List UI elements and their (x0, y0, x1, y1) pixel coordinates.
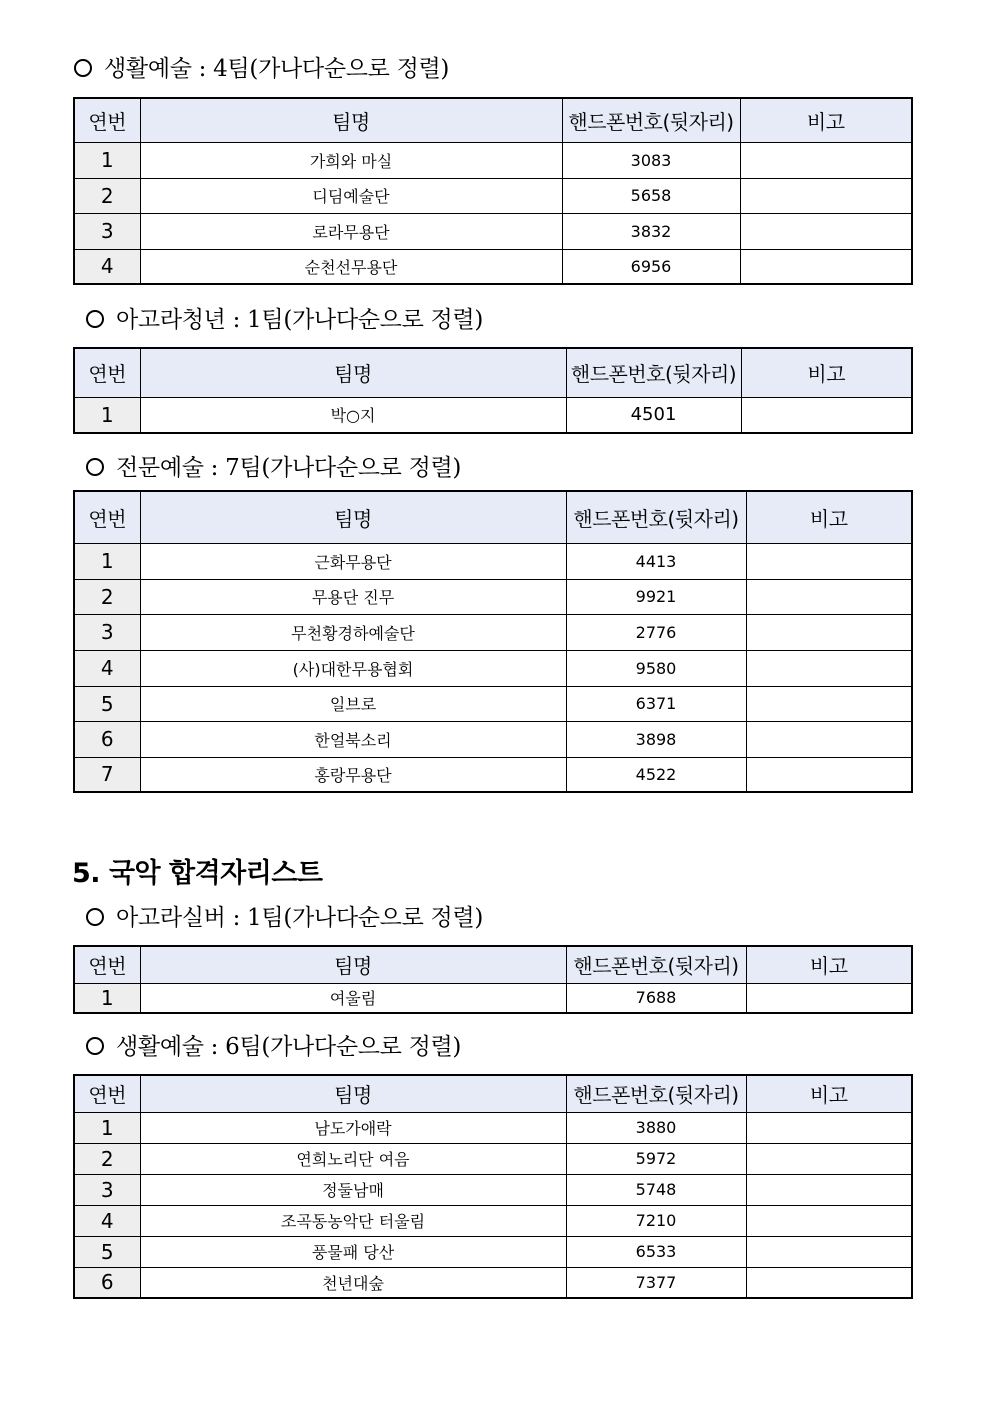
table-row (74, 579, 912, 614)
row-number: 6 (74, 1267, 140, 1298)
circle-bullet-icon (74, 59, 92, 77)
phone-suffix: 3083 (562, 142, 740, 178)
table-header-row (74, 1075, 912, 1112)
note-cell (746, 1174, 912, 1205)
table-row (74, 1236, 912, 1267)
row-number: 2 (74, 579, 140, 614)
phone-suffix: 3898 (566, 721, 746, 757)
note-cell (740, 249, 912, 284)
note-cell (746, 579, 912, 614)
col-header-phone: 핸드폰번호(뒷자리) (566, 491, 746, 543)
block-heading-text: 생활예술 : 6팀(가나다순으로 정렬) (116, 1034, 462, 1060)
col-header-number: 연번 (74, 348, 140, 397)
team-name: (사)대한무용협회 (140, 650, 566, 686)
phone-suffix: 7210 (566, 1205, 746, 1236)
table-row (74, 249, 912, 284)
col-header-team-name: 팀명 (140, 946, 566, 983)
circle-bullet-icon (86, 1037, 104, 1055)
team-name: 홍랑무용단 (140, 757, 566, 792)
table-header-row (74, 491, 912, 543)
phone-suffix: 5972 (566, 1143, 746, 1174)
team-name: 정둘남매 (140, 1174, 566, 1205)
table-row (74, 142, 912, 178)
row-number: 4 (74, 249, 140, 284)
team-name: 일브로 (140, 686, 566, 721)
circle-bullet-icon (86, 458, 104, 476)
note-cell (746, 686, 912, 721)
table-row (74, 1112, 912, 1143)
col-header-note: 비고 (746, 1075, 912, 1112)
col-header-team-name: 팀명 (140, 1075, 566, 1112)
phone-suffix: 7377 (566, 1267, 746, 1298)
row-number: 7 (74, 757, 140, 792)
note-cell (746, 1205, 912, 1236)
note-cell (740, 213, 912, 249)
note-cell (740, 142, 912, 178)
team-table (73, 97, 913, 285)
team-name: 풍물패 당산 (140, 1236, 566, 1267)
block-heading-text: 아고라실버 : 1팀(가나다순으로 정렬) (116, 905, 484, 931)
table-header-row (74, 98, 912, 142)
table-header-row (74, 348, 912, 397)
phone-suffix: 5748 (566, 1174, 746, 1205)
block-heading-text: 아고라청년 : 1팀(가나다순으로 정렬) (116, 307, 484, 333)
table-row (74, 1143, 912, 1174)
circle-bullet-icon (86, 310, 104, 328)
col-header-team-name: 팀명 (140, 491, 566, 543)
col-header-number: 연번 (74, 98, 140, 142)
phone-suffix: 4522 (566, 757, 746, 792)
team-table (73, 945, 913, 1014)
table-row (74, 543, 912, 579)
note-cell (746, 1236, 912, 1267)
section-title: 5. 국악 합격자리스트 (72, 858, 323, 889)
row-number: 6 (74, 721, 140, 757)
phone-suffix: 5658 (562, 178, 740, 213)
row-number: 1 (74, 543, 140, 579)
note-cell (746, 721, 912, 757)
col-header-note: 비고 (740, 98, 912, 142)
block-heading (86, 449, 461, 482)
phone-suffix: 3880 (566, 1112, 746, 1143)
col-header-team-name: 팀명 (140, 348, 566, 397)
table-row (74, 650, 912, 686)
team-name: 여울림 (140, 983, 566, 1013)
phone-suffix: 7688 (566, 983, 746, 1013)
col-header-phone: 핸드폰번호(뒷자리) (566, 946, 746, 983)
team-name: 한얼북소리 (140, 721, 566, 757)
phone-suffix: 6371 (566, 686, 746, 721)
phone-suffix: 6533 (566, 1236, 746, 1267)
team-name: 천년대숲 (140, 1267, 566, 1298)
table-row (74, 213, 912, 249)
col-header-number: 연번 (74, 1075, 140, 1112)
block-heading (86, 1028, 461, 1061)
col-header-phone: 핸드폰번호(뒷자리) (562, 98, 740, 142)
table-header-row (74, 946, 912, 983)
team-name: 무용단 진무 (140, 579, 566, 614)
row-number: 4 (74, 1205, 140, 1236)
table-row (74, 983, 912, 1013)
block-heading-text: 전문예술 : 7팀(가나다순으로 정렬) (116, 455, 462, 481)
block-heading (86, 301, 483, 334)
row-number: 3 (74, 213, 140, 249)
block-heading (86, 899, 483, 932)
note-cell (746, 614, 912, 650)
table-row (74, 1174, 912, 1205)
note-cell (741, 397, 912, 433)
row-number: 4 (74, 650, 140, 686)
note-cell (746, 1112, 912, 1143)
table-row (74, 1267, 912, 1298)
row-number: 2 (74, 1143, 140, 1174)
phone-suffix: 3832 (562, 213, 740, 249)
row-number: 3 (74, 1174, 140, 1205)
table-row (74, 757, 912, 792)
team-name: 로라무용단 (140, 213, 562, 249)
phone-suffix: 9580 (566, 650, 746, 686)
table-row (74, 614, 912, 650)
table-row (74, 397, 912, 433)
table-row (74, 721, 912, 757)
row-number: 3 (74, 614, 140, 650)
team-table (73, 347, 913, 434)
team-name: 근화무용단 (140, 543, 566, 579)
row-number: 1 (74, 983, 140, 1013)
team-name: 박○지 (140, 397, 566, 433)
table-row (74, 686, 912, 721)
note-cell (746, 1143, 912, 1174)
row-number: 2 (74, 178, 140, 213)
phone-suffix: 6956 (562, 249, 740, 284)
table-row (74, 1205, 912, 1236)
phone-suffix: 4501 (566, 397, 741, 433)
row-number: 1 (74, 1112, 140, 1143)
team-name: 조곡동농악단 터울림 (140, 1205, 566, 1236)
col-header-phone: 핸드폰번호(뒷자리) (566, 348, 741, 397)
phone-suffix: 2776 (566, 614, 746, 650)
note-cell (746, 543, 912, 579)
phone-suffix: 9921 (566, 579, 746, 614)
col-header-number: 연번 (74, 491, 140, 543)
table-row (74, 178, 912, 213)
circle-bullet-icon (86, 908, 104, 926)
team-name: 무천황경하예술단 (140, 614, 566, 650)
col-header-team-name: 팀명 (140, 98, 562, 142)
note-cell (746, 757, 912, 792)
team-name: 디딤예술단 (140, 178, 562, 213)
row-number: 1 (74, 142, 140, 178)
team-name: 순천선무용단 (140, 249, 562, 284)
block-heading-text: 생활예술 : 4팀(가나다순으로 정렬) (104, 56, 450, 82)
team-name: 가희와 마실 (140, 142, 562, 178)
block-heading (74, 50, 449, 83)
team-name: 남도가애락 (140, 1112, 566, 1143)
note-cell (746, 1267, 912, 1298)
col-header-note: 비고 (741, 348, 912, 397)
team-name: 연희노리단 여음 (140, 1143, 566, 1174)
col-header-note: 비고 (746, 946, 912, 983)
row-number: 1 (74, 397, 140, 433)
col-header-phone: 핸드폰번호(뒷자리) (566, 1075, 746, 1112)
row-number: 5 (74, 1236, 140, 1267)
team-table (73, 490, 913, 793)
note-cell (740, 178, 912, 213)
team-table (73, 1074, 913, 1299)
phone-suffix: 4413 (566, 543, 746, 579)
note-cell (746, 983, 912, 1013)
col-header-note: 비고 (746, 491, 912, 543)
row-number: 5 (74, 686, 140, 721)
note-cell (746, 650, 912, 686)
col-header-number: 연번 (74, 946, 140, 983)
